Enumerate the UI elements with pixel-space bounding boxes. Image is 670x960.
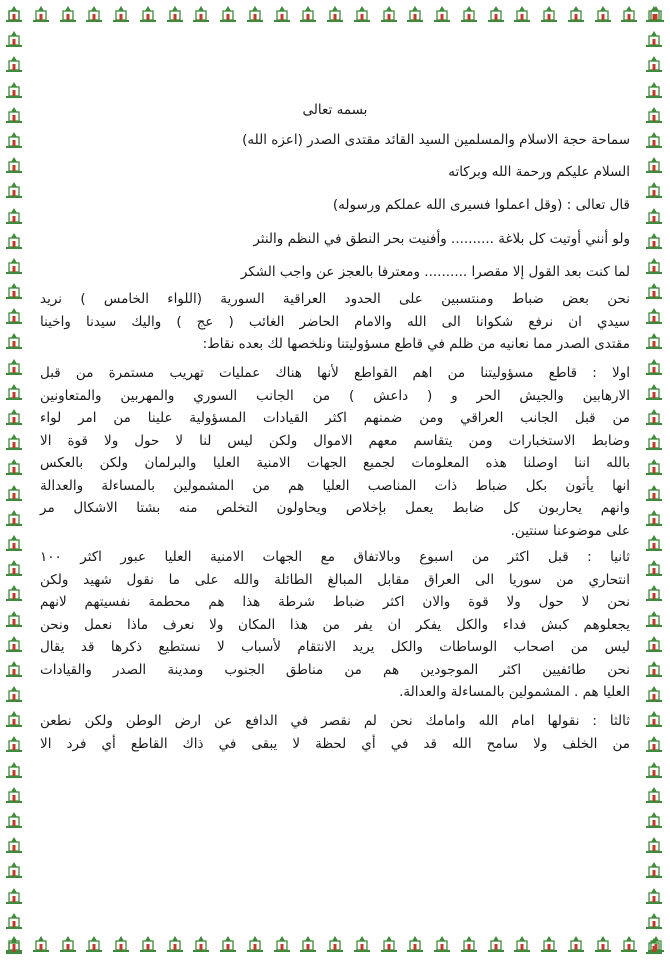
mosque-ornament-icon xyxy=(4,382,24,402)
mosque-ornament-icon xyxy=(4,860,24,880)
mosque-ornament-icon xyxy=(4,29,24,49)
mosque-ornament-icon xyxy=(486,4,506,24)
poem-line-1: ولو أنني أوتيت كل بلاغة .......... وأفنيت بحر النطق في النظم والنثر xyxy=(253,231,630,247)
mosque-ornament-icon xyxy=(644,281,664,301)
mosque-ornament-icon xyxy=(4,810,24,830)
mosque-ornament-icon xyxy=(644,306,664,326)
point-2-line: يجعلوهم كبش فداء والكل يفكر ان يفر من هذا المكان ولا نعرف ماذا نعمل ونحن xyxy=(40,616,630,633)
point-1-line: وضابط الاستخبارات ومن يتقاسم معهم الاموال ولكن ليس لنا لا حول ولا قوة الا xyxy=(40,432,630,449)
mosque-ornament-icon xyxy=(644,457,664,477)
mosque-ornament-icon xyxy=(644,634,664,654)
point-2-line: نحن لا حول ولا قوة والان اكثر ضباط شرطة هذا هم محطمة نفسيتهم لانهم xyxy=(40,594,630,610)
mosque-ornament-icon xyxy=(644,810,664,830)
mosque-ornament-icon xyxy=(644,734,664,754)
mosque-ornament-icon xyxy=(298,4,318,24)
mosque-ornament-icon xyxy=(644,130,664,150)
mosque-ornament-icon xyxy=(4,281,24,301)
mosque-ornament-icon xyxy=(619,934,639,954)
mosque-ornament-icon xyxy=(4,80,24,100)
mosque-ornament-icon xyxy=(4,357,24,377)
mosque-ornament-icon xyxy=(644,835,664,855)
mosque-ornament-icon xyxy=(644,760,664,780)
mosque-ornament-icon xyxy=(644,4,664,24)
mosque-ornament-icon xyxy=(31,934,51,954)
mosque-ornament-icon xyxy=(593,934,613,954)
mosque-ornament-icon xyxy=(138,4,158,24)
mosque-ornament-icon xyxy=(84,4,104,24)
mosque-ornament-icon xyxy=(84,934,104,954)
mosque-ornament-icon xyxy=(644,533,664,553)
mosque-ornament-icon xyxy=(4,206,24,226)
mosque-ornament-icon xyxy=(58,934,78,954)
mosque-ornament-icon xyxy=(539,934,559,954)
mosque-ornament-icon xyxy=(4,231,24,251)
mosque-ornament-icon xyxy=(4,130,24,150)
mosque-ornament-icon xyxy=(644,936,664,956)
mosque-ornament-icon xyxy=(644,785,664,805)
mosque-ornament-icon xyxy=(191,4,211,24)
mosque-ornament-icon xyxy=(644,80,664,100)
poem-line-2: لما كنت بعد القول إلا مقصرا .......... ومعترفا بالعجز عن واجب الشكر xyxy=(240,264,630,280)
mosque-ornament-icon xyxy=(325,4,345,24)
mosque-ornament-icon xyxy=(593,4,613,24)
mosque-ornament-icon xyxy=(644,105,664,125)
mosque-ornament-icon xyxy=(111,4,131,24)
mosque-ornament-icon xyxy=(4,709,24,729)
mosque-ornament-icon xyxy=(4,835,24,855)
letter-page xyxy=(40,38,630,918)
mosque-ornament-icon xyxy=(272,934,292,954)
mosque-ornament-icon xyxy=(644,911,664,931)
mosque-ornament-icon xyxy=(138,934,158,954)
mosque-ornament-icon xyxy=(4,785,24,805)
mosque-ornament-icon xyxy=(4,407,24,427)
mosque-ornament-icon xyxy=(644,54,664,74)
mosque-ornament-icon xyxy=(405,4,425,24)
mosque-ornament-icon xyxy=(31,4,51,24)
addressee-line: سماحة حجة الاسلام والمسلمين السيد القائد مقتدى الصدر (اعزه الله) xyxy=(242,132,630,148)
mosque-ornament-icon xyxy=(165,934,185,954)
mosque-ornament-icon xyxy=(4,54,24,74)
mosque-ornament-icon xyxy=(4,508,24,528)
mosque-ornament-icon xyxy=(272,4,292,24)
point-2-line: ثانيا : قبل اكثر من اسبوع وبالاتفاق مع الجهات الامنية العليا عبور اكثر ١٠٠ xyxy=(40,549,630,565)
mosque-ornament-icon xyxy=(486,934,506,954)
mosque-ornament-icon xyxy=(379,4,399,24)
decorative-border-right xyxy=(644,0,666,960)
point-2-line: العليا هم . المشمولين بالمساءلة والعدالة. xyxy=(399,684,630,700)
mosque-ornament-icon xyxy=(566,4,586,24)
mosque-ornament-icon xyxy=(4,483,24,503)
mosque-ornament-icon xyxy=(644,860,664,880)
mosque-ornament-icon xyxy=(405,934,425,954)
mosque-ornament-icon xyxy=(432,4,452,24)
mosque-ornament-icon xyxy=(165,4,185,24)
mosque-ornament-icon xyxy=(644,709,664,729)
intro-line: مقتدى الصدر مما نعانيه من ظلم في قاطع مسؤوليتنا ونلخصها لك بعده نقاط: xyxy=(202,336,630,352)
mosque-ornament-icon xyxy=(245,934,265,954)
mosque-ornament-icon xyxy=(644,583,664,603)
point-1-line: على موضوعنا سنتين. xyxy=(510,522,630,539)
mosque-ornament-icon xyxy=(644,357,664,377)
mosque-ornament-icon xyxy=(4,684,24,704)
mosque-ornament-icon xyxy=(619,4,639,24)
intro-paragraph xyxy=(40,288,630,356)
point-2-paragraph xyxy=(40,546,630,704)
mosque-ornament-icon xyxy=(644,483,664,503)
mosque-ornament-icon xyxy=(218,934,238,954)
point-2-line: ليس من اصحاب الوساطات والكل يريد الانتقام لأسباب لا نستطيع ذكرها قد يقال xyxy=(40,639,630,655)
mosque-ornament-icon xyxy=(4,306,24,326)
mosque-ornament-icon xyxy=(644,180,664,200)
mosque-ornament-icon xyxy=(644,659,664,679)
mosque-ornament-icon xyxy=(4,331,24,351)
point-1-line: اولا : قاطع مسؤوليتنا من اهم القواطع لأنها هناك عمليات تهريب مستمرة من قبل xyxy=(40,365,630,381)
mosque-ornament-icon xyxy=(644,206,664,226)
decorative-border-top xyxy=(0,4,670,26)
mosque-ornament-icon xyxy=(4,256,24,276)
mosque-ornament-icon xyxy=(4,4,24,24)
mosque-ornament-icon xyxy=(4,558,24,578)
point-1-line: من قبل الجانب العراقي ومن ضمنهم اكثر القيادات المسؤولية علينا من امر لواء xyxy=(40,410,630,426)
mosque-ornament-icon xyxy=(4,659,24,679)
mosque-ornament-icon xyxy=(4,886,24,906)
mosque-ornament-icon xyxy=(379,934,399,954)
mosque-ornament-icon xyxy=(4,936,24,956)
mosque-ornament-icon xyxy=(352,934,372,954)
mosque-ornament-icon xyxy=(4,634,24,654)
mosque-ornament-icon xyxy=(459,4,479,24)
mosque-ornament-icon xyxy=(644,558,664,578)
mosque-ornament-icon xyxy=(432,934,452,954)
mosque-ornament-icon xyxy=(4,457,24,477)
point-1-line: الارهابين والجيش الحر و ( داعش ) من الجانب السوري والمهربين والمتعاونين xyxy=(40,387,630,404)
point-1-line: انها يأتون بكل ضباط ذات المناصب العليا هم من المشمولين بالمساءلة والعدالة xyxy=(40,477,630,494)
mosque-ornament-icon xyxy=(644,886,664,906)
mosque-ornament-icon xyxy=(644,508,664,528)
mosque-ornament-icon xyxy=(111,934,131,954)
mosque-ornament-icon xyxy=(539,4,559,24)
decorative-border-bottom xyxy=(0,934,670,956)
mosque-ornament-icon xyxy=(512,934,532,954)
mosque-ornament-icon xyxy=(644,155,664,175)
mosque-ornament-icon xyxy=(58,4,78,24)
mosque-ornament-icon xyxy=(4,432,24,452)
mosque-ornament-icon xyxy=(4,105,24,125)
mosque-ornament-icon xyxy=(4,533,24,553)
mosque-ornament-icon xyxy=(325,934,345,954)
mosque-ornament-icon xyxy=(644,29,664,49)
point-1-line: وانهم يحاربون كل ضابط يعمل بإخلاص ويحاولون التخلص منه بشتا الاشكال مر xyxy=(40,500,630,516)
quran-quote: قال تعالى : (وقل اعملوا فسيرى الله عملكم ورسوله) xyxy=(332,197,630,213)
mosque-ornament-icon xyxy=(644,684,664,704)
greeting-line: السلام عليكم ورحمة الله وبركاته xyxy=(448,164,630,180)
basmala-heading: بسمه تعالى xyxy=(302,102,368,118)
mosque-ornament-icon xyxy=(4,760,24,780)
mosque-ornament-icon xyxy=(245,4,265,24)
mosque-ornament-icon xyxy=(4,911,24,931)
point-1-paragraph xyxy=(40,362,630,542)
point-1-line: بالله اننا اوصلنا هذه المعلومات لجميع الجهات الامنية العليا والبرلمان ولكن بالعكس xyxy=(40,455,630,471)
mosque-ornament-icon xyxy=(566,934,586,954)
point-3-line: من الخلف ولا سامح الله قد في أي لحظة لا يبقى في ذاك القاطع أي فرد الا xyxy=(40,735,630,752)
mosque-ornament-icon xyxy=(644,432,664,452)
mosque-ornament-icon xyxy=(644,407,664,427)
mosque-ornament-icon xyxy=(512,4,532,24)
mosque-ornament-icon xyxy=(4,734,24,754)
mosque-ornament-icon xyxy=(644,331,664,351)
mosque-ornament-icon xyxy=(298,934,318,954)
decorative-border-left xyxy=(4,0,26,960)
mosque-ornament-icon xyxy=(644,231,664,251)
intro-line: سيدي ان نرفع شكوانا الى الله والامام الحاضر الغائب ( عج ) واليك سيدنا واخينا xyxy=(40,313,630,330)
mosque-ornament-icon xyxy=(459,934,479,954)
point-3-paragraph xyxy=(40,710,630,755)
point-3-line: ثالثا : نقولها امام الله وامامك نحن لم نقصر في الدافع عن ارض الوطن ولكن نطعن xyxy=(40,713,630,729)
mosque-ornament-icon xyxy=(4,609,24,629)
mosque-ornament-icon xyxy=(644,609,664,629)
point-2-line: نحن طائفيين اكثر الموجودين هم من مناطق الجنوب ومدينة الصدر والقيادات xyxy=(40,661,630,678)
mosque-ornament-icon xyxy=(644,256,664,276)
mosque-ornament-icon xyxy=(352,4,372,24)
mosque-ornament-icon xyxy=(4,180,24,200)
mosque-ornament-icon xyxy=(4,155,24,175)
mosque-ornament-icon xyxy=(218,4,238,24)
intro-line: نحن بعض ضباط ومنتسبين على الحدود العراقية السورية (اللواء الخامس ) نريد xyxy=(40,291,630,307)
mosque-ornament-icon xyxy=(4,583,24,603)
mosque-ornament-icon xyxy=(644,382,664,402)
point-2-line: انتحاري من سوريا الى العراق مقابل المبالغ الطائلة والله على ما نقول شهيد ولكن xyxy=(40,571,630,588)
mosque-ornament-icon xyxy=(191,934,211,954)
